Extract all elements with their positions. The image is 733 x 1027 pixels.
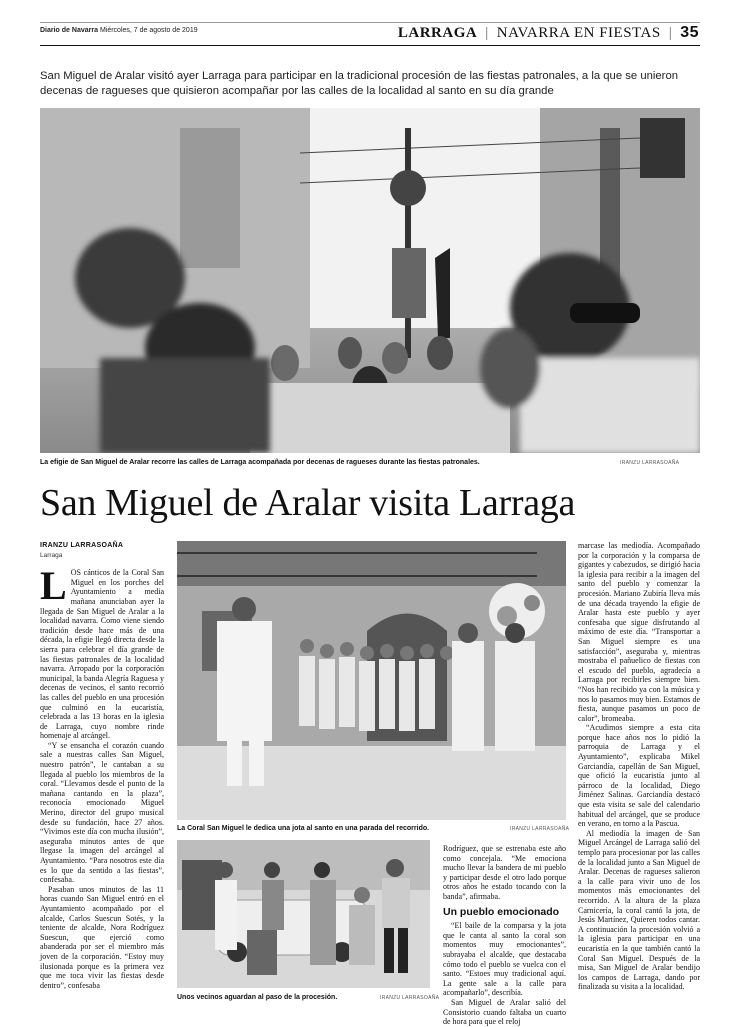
article-column-1 bbox=[40, 541, 164, 990]
page-number: 35 bbox=[680, 24, 699, 41]
main-photo bbox=[40, 108, 700, 453]
neighbors-photo bbox=[177, 840, 430, 988]
header-top-rule bbox=[40, 22, 700, 23]
column-1-text-1: OS cánticos de la Coral San Miguel en los porches del Ayuntamiento a media mañana anunciaban ayer la llegada de San Miguel de Aralar a la localidad navarra. Como viene siendo tradición desde hace más de una década, la efigie llegó directa desde la sierra para celebrar el día grande de las fiestas patronales de la localidad navarra. Arropado por la corporación municipal, la banda Alegría Raguesa y decenas de vecinos, el santo recorrió las calles del pueblo en una procesión que culminó en la eucaristía, celebrada a las 13 horas en la iglesia de Larraga, cuyo nombre rinde homenaje al arcángel. bbox=[40, 568, 164, 741]
subsection-name: NAVARRA EN FIESTAS bbox=[496, 24, 661, 41]
procession-photo-image bbox=[40, 108, 700, 453]
main-photo-caption: La efigie de San Miguel de Aralar recorre las calles de Larraga acompañada por decenas de ragueses durante las fiestas patronales. bbox=[40, 459, 480, 466]
column-3-paragraph-1: marcase las mediodía. Acompañado por la corporación y la comparsa de gigantes y cabezudos, se dirigió hacia la iglesia para recibir a la imagen del santo del pueblo y comenzar la procesión. Mariano Zubiría lleva más de una década trayendo la efigie de Aralar hasta este pueblo y ayer confesaba que sigue disfrutando al máximo de este día. “Transportar a San Miguel siempre es una satisfacción”, aseguraba y, mientras mostraba el pañuelico de fiestas con el escudo del pueblo, agradecía a Larraga por recibirles siempre bien. “Nos han recibido ya con la música y nos lo pasamos muy bien. Estamos de fiesta, aunque pasamos un poco de calor”, bromeaba. bbox=[578, 541, 700, 723]
coral-photo-image bbox=[177, 541, 566, 820]
section-divider: | bbox=[485, 24, 489, 41]
column-2-paragraph-3: San Miguel de Aralar salió del Consistorio cuando faltaba un cuarto de hora para que el reloj bbox=[443, 997, 566, 1027]
article-column-3 bbox=[578, 541, 700, 992]
newspaper-name: Diario de Navarra bbox=[40, 27, 98, 34]
drop-cap: L bbox=[40, 563, 67, 609]
lede-paragraph: San Miguel de Aralar visitó ayer Larraga para participar en la tradicional procesión de las fiestas patronales, a la que se unieron decenas de ragueses que quisieron acompañar por las calles de la localidad al santo en su día grande bbox=[40, 70, 679, 97]
page-divider: | bbox=[668, 24, 673, 41]
byline-place: Larraga bbox=[40, 551, 63, 559]
section-name: LARRAGA bbox=[397, 24, 478, 41]
neighbors-photo-caption: Unos vecinos aguardan al paso de la procesión. bbox=[177, 994, 338, 1001]
column-1-paragraph-2: “Y se ensancha el corazón cuando sale a nuestras calles San Miguel, nuestro patrón”, le cantaban a su llegada al pueblo los miembros de la coral. “Llevamos desde el punto de la mañana cantando en la plaza”, reconocía emocionado Miguel Merino, director del grupo musical desde su fundación, hace 27 años. “Vivimos este día con mucha ilusión”, aseguraba minutos antes de que llegase la imagen del arcángel al Ayuntamiento. “Para nosotros este día es lo que da sentido a las fiestas”, confesaba. bbox=[40, 740, 164, 885]
header-bottom-rule bbox=[40, 45, 700, 46]
headline: San Miguel de Aralar visita Larraga bbox=[40, 482, 576, 524]
column-1-paragraph-1 bbox=[40, 563, 164, 741]
column-2-paragraph-2: “El baile de la comparsa y la jota que le canta al santo la coral son momentos muy emocionantes”, subrayaba el alcalde, que destacaba cómo todo el pueblo se vuelca con el santo. “Estoes muy tradicional aquí. La gente sale a la calle para acompañarlo”, describía. bbox=[443, 921, 566, 998]
neighbors-photo-credit: IRANZU LARRASOAÑA bbox=[380, 995, 440, 1001]
coral-photo-credit: IRANZU LARRASOAÑA bbox=[510, 826, 570, 832]
coral-photo-caption: La Coral San Miguel le dedica una jota al santo en una parada del recorrido. bbox=[177, 825, 430, 832]
coral-photo bbox=[177, 541, 566, 820]
column-3-paragraph-3: Al mediodía la imagen de San Miguel Arcángel de Larraga salió del templo para procesionar por las calles de la localidad junto a San Miguel de Aralar. Decenas de ragueses salieron a la calle para vivir uno de los momentos más emocionantes del recorrido. A la altura de la plaza Carnicería, la coral cantó la jota, de Jesús Martínez, Quieren todos cantar. A continuación la procesión volvió a la iglesia para participar en una eucaristía en la que también cantó la Coral San Miguel. Después de la misa, San Miguel de Aralar bendijo los campos de Larraga, dando por finalizada su visita a la localidad. bbox=[578, 828, 700, 992]
header-section bbox=[398, 24, 699, 42]
subheading: Un pueblo emocionado bbox=[443, 905, 560, 918]
neighbors-photo-image bbox=[177, 840, 430, 988]
article-column-2 bbox=[443, 844, 566, 1027]
column-3-paragraph-2: “Acudimos siempre a esta cita porque hace años nos lo pidió la parroquia de Larraga y el Ayuntamiento”, explicaba Mikel Garciandía, capellán de San Miguel, que ofició la eucaristía junto al párroco de la localidad, Diego Jiménez Salinas. Garciandía destacó que esta visita se sale del calendario habitual del arcángel, que se produce en verano, en torno a la Pascua. bbox=[578, 723, 700, 829]
column-2-paragraph-1: Rodríguez, que se estrenaba este año como concejala. “Me emociona mucho llevar la bandera de mi pueblo y participar desde el otro lado porque otros años he estado tocando con la banda”, afirmaba. bbox=[443, 844, 566, 901]
issue-date: Miércoles, 7 de agosto de 2019 bbox=[99, 27, 198, 34]
header-dateline bbox=[40, 27, 198, 34]
main-photo-credit: IRANZU LARRASOAÑA bbox=[620, 460, 680, 466]
byline: IRANZU LARRASOAÑA bbox=[40, 542, 124, 549]
column-1-paragraph-3: Pasaban unos minutos de las 11 horas cuando San Miguel entró en el Ayuntamiento acompañado por el alcalde, Carlos Suescun Sotés, y la teniente de alcalde, Nora Rodríguez Suescun, que ejerció como abanderada por ser el miembro más joven de la corporación. “Estoy muy ilusionada porque es la primera vez que me toca vivir las fiestas desde dentro”, confesaba bbox=[40, 884, 164, 990]
